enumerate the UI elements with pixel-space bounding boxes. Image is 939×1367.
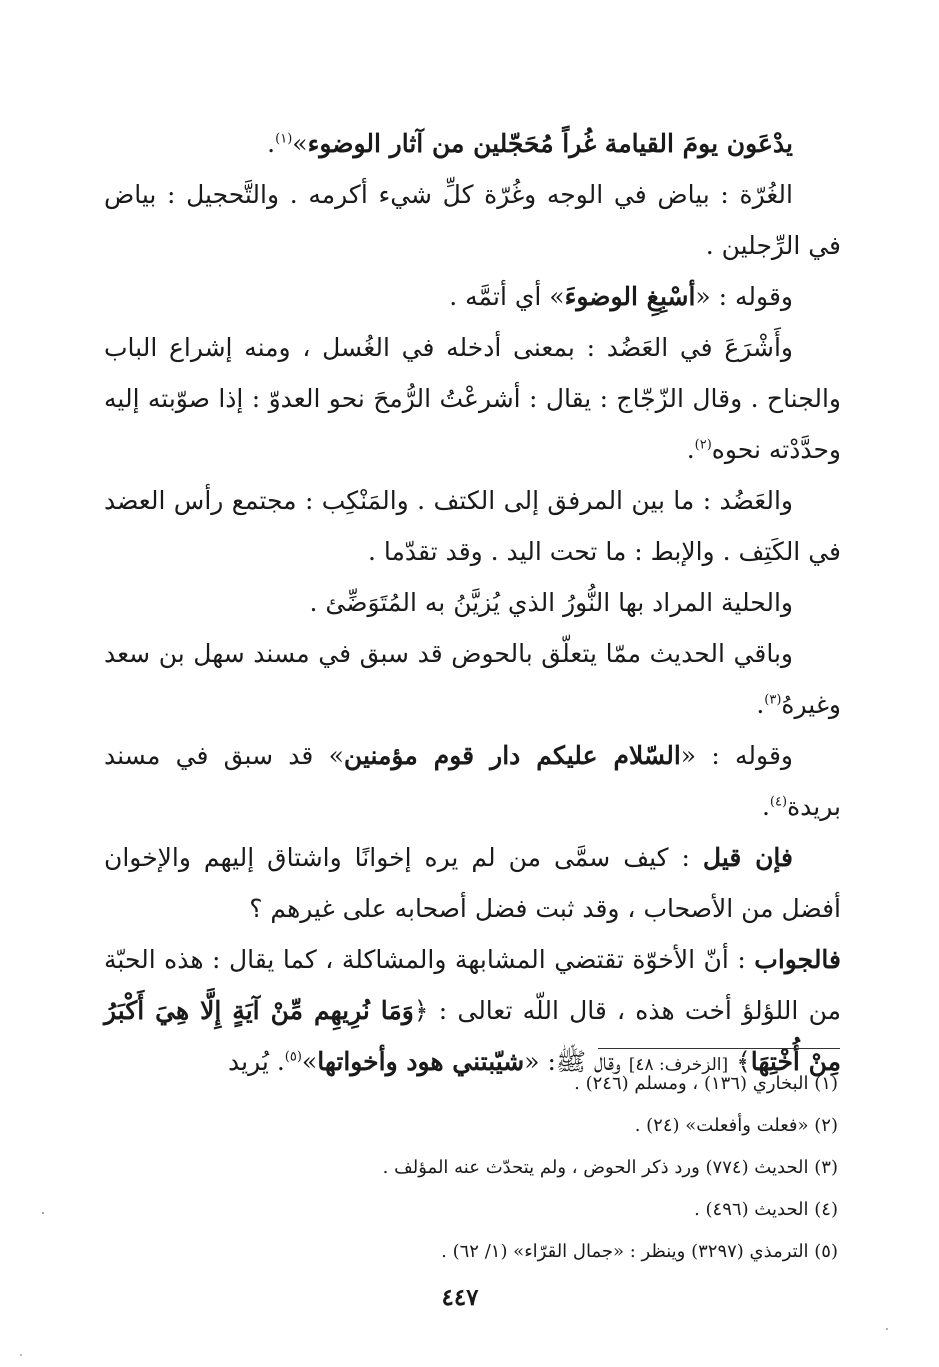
answer-label: فالجواب	[754, 945, 841, 974]
paragraph-4-end: .	[686, 435, 695, 464]
paragraph-6: والحلية المراد بها النُّورُ الذي يُزيَّنُ به المُتَوَضِّئ .	[309, 588, 793, 617]
page-number: ٤٤٧	[441, 1284, 479, 1311]
quran-verse: وَمَا نُرِيهِم مِّنْ آيَةٍ إِلَّا هِيَ أَكْبَرُ مِنْ أُخْتِهَا	[104, 996, 841, 1076]
paragraph-3-intro: وقوله : «	[695, 282, 793, 311]
paragraph-2: الغُرّة : بياض في الوجه وغُرّة كلِّ شيء أكرمه . والتَّحجيل : بياض في الرِّجلين .	[104, 180, 841, 260]
question-label: فإن قيل	[702, 843, 793, 872]
verse-close: ﴾	[728, 1047, 751, 1076]
paragraph-7-text: وباقي الحديث ممّا يتعلّق بالحوض قد سبق في مسند سهل بن سعد وغيرهُ	[104, 639, 841, 719]
footnote-ref-2: (٢)	[694, 437, 712, 453]
paragraph-8-intro: وقوله : «	[680, 741, 793, 770]
hadith-quote-text: يدْعَون يومَ القيامة غُراً مُحَجّلين من آثار الوضوء	[307, 129, 793, 158]
paragraph-8-bold: السّلام عليكم دار قوم مؤمنين	[343, 741, 681, 770]
paragraph-3-end: » أي أتمَّه .	[449, 282, 565, 311]
answer-text-end: . يُريد	[228, 1047, 285, 1076]
paragraph-8-mid: » قد سبق في مسند بريدة	[104, 741, 841, 821]
answer-text-2: وقال ﷺ: «	[524, 1047, 629, 1076]
paragraph-4-text: وأَشْرَعَ في العَضُد : بمعنى أدخله في الغُسل ، ومنه إشراع الباب والجناح . وقال الزّجّاج : يقال : أشرعْتُ الرُّمحَ نحو العدوّ : إذا صوّبته إليه وحدَّدْته نحوه	[104, 333, 841, 464]
quote-close: »	[292, 129, 308, 158]
footnote-4: (٤) الحديث (٤٩٦) .	[694, 1199, 838, 1220]
paragraph-5: والعَضُد : ما بين المرفق إلى الكتف . والمَنْكِب : مجتمع رأس العضد في الكَتِف . والإبط : ما تحت اليد . وقد تقدّما .	[104, 486, 841, 566]
paragraph-8-end: .	[761, 792, 770, 821]
paragraph-3-bold: أسْبِغِ الوضوءَ	[564, 282, 696, 311]
footnote-ref-5: (٥)	[284, 1049, 302, 1065]
question-text: : كيف سمَّى من لم يره إخوانًا واشتاق إليهم والإخوان أفضل من الأصحاب ، وقد ثبت فضل أصحابه على غيرهم ؟	[104, 843, 841, 923]
answer-text: : أنّ الأخوّة تقتضي المشابهة والمشاكلة ، كما يقال : هذه الحبّة من اللؤلؤ أخت هذه ، قال اللّه تعالى : ﴿	[104, 945, 841, 1025]
footnote-3: (٣) الحديث (٧٧٤) ورد ذكر الحوض ، ولم يتحدّث عنه المؤلف .	[382, 1157, 838, 1178]
verse-reference: [الزخرف: ٤٨]	[628, 1055, 729, 1075]
period: .	[267, 129, 276, 158]
footnote-ref-4: (٤)	[769, 794, 788, 810]
hadith-quote-2: شيّبتني هود وأخواتها	[317, 1047, 525, 1076]
paragraph-7-end: .	[756, 690, 765, 719]
footnote-2: (٢) «فعلت وأفعلت» (٢٤) .	[634, 1115, 838, 1136]
footnote-ref-1: (١)	[275, 131, 293, 147]
quote-close-2: »	[301, 1047, 318, 1076]
footnote-ref-3: (٣)	[764, 692, 782, 708]
footnote-5: (٥) الترمذي (٣٢٩٧) وينظر : «جمال القرّاء» (١/ ٦٢) .	[441, 1241, 838, 1262]
footnote-1: (١) البخاري (١٣٦) ، ومسلم (٢٤٦) .	[574, 1073, 838, 1094]
